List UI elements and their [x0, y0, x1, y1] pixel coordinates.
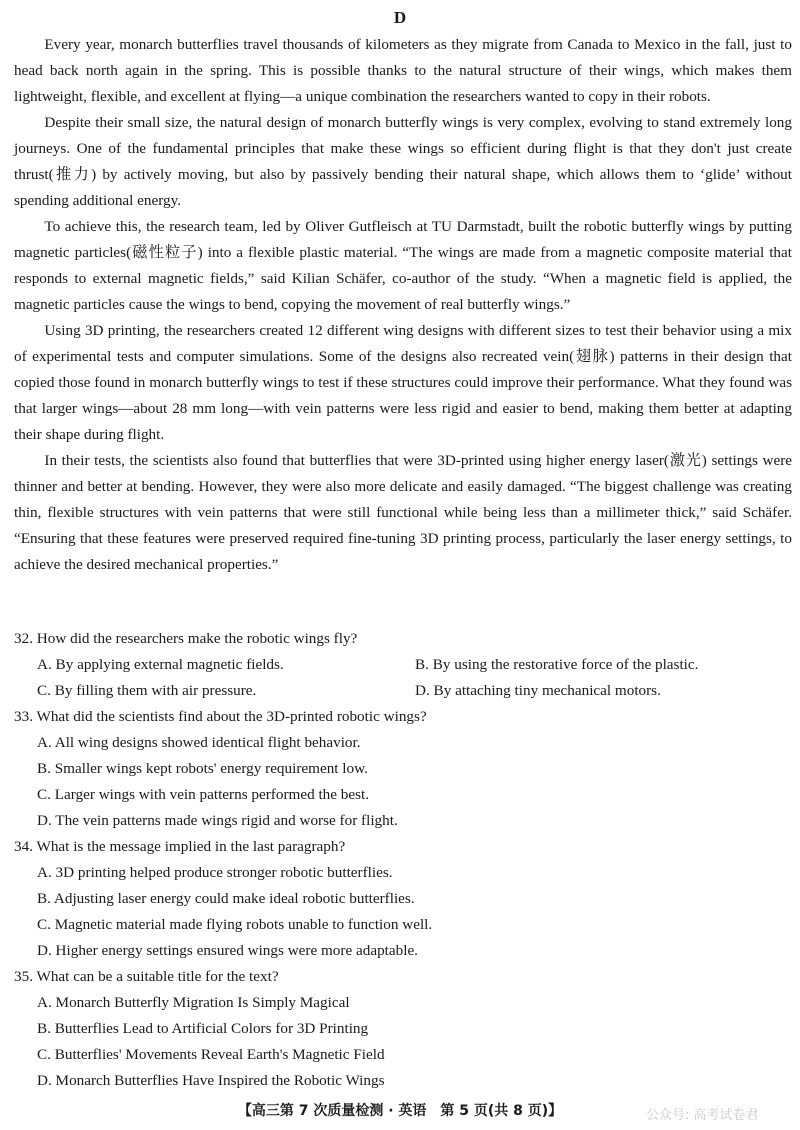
- option-d[interactable]: D. By attaching tiny mechanical motors.: [415, 682, 661, 699]
- question-options: [14, 652, 792, 704]
- question-options: [14, 730, 792, 834]
- question-stem: 32. How did the researchers make the robotic wings fly?: [14, 630, 358, 647]
- question-32: [14, 626, 792, 704]
- section-title: D: [393, 8, 407, 27]
- option-b[interactable]: B. Butterflies Lead to Artificial Colors for 3D Printing: [37, 1020, 369, 1037]
- passage-paragraph: Every year, monarch butterflies travel thousands of kilometers as they migrate from Canada to Mexico in the fall, just to head back north again in the spring. This is possible thanks to the natural structure of their wings, which makes them lightweight, flexible, and excellent at flying—a unique combination the researchers wanted to copy in their robots.: [14, 36, 792, 105]
- passage-paragraph: Despite their small size, the natural design of monarch butterfly wings is very complex, evolving to stand extremely long journeys. One of the fundamental principles that make these wings so efficient during flight is that they don't just create thrust(推力) by actively moving, but also by passively bending their natural shape, which allows them to ‘glide’ without spending additional energy.: [14, 114, 792, 209]
- passage-paragraph: In their tests, the scientists also found that butterflies that were 3D-printed using higher energy laser(激光) settings were thinner and better at bending. However, they were also more delicate and easily damaged. “The biggest challenge was creating thin, flexible structures with vein patterns that were still functional while being less than a millimeter thick,” said Schäfer. “Ensuring that these features were preserved required fine-tuning 3D printing process, particularly the laser energy settings, to achieve the desired mechanical properties.”: [14, 452, 792, 573]
- option-c[interactable]: C. Magnetic material made flying robots unable to function well.: [37, 916, 433, 933]
- option-a[interactable]: A. 3D printing helped produce stronger robotic butterflies.: [37, 864, 393, 881]
- passage-paragraph: To achieve this, the research team, led by Oliver Gutfleisch at TU Darmstadt, built the robotic butterfly wings by putting magnetic particles(磁性粒子) into a flexible plastic material. “The wings are made from a magnetic composite material that responds to external magnetic fields,” said Kilian Schäfer, co-author of the study. “When a magnetic field is applied, the magnetic particles cause the wings to bend, copying the movement of real butterfly wings.”: [14, 218, 792, 313]
- page-footer: 【高三第 7 次质量检测 · 英语 第 5 页(共 8 页)】: [237, 1103, 563, 1119]
- question-33: [14, 704, 792, 834]
- question-options: [14, 990, 792, 1094]
- question-stem: 33. What did the scientists find about the 3D-printed robotic wings?: [14, 708, 427, 725]
- option-b[interactable]: B. Adjusting laser energy could make ideal robotic butterflies.: [37, 890, 415, 907]
- option-d[interactable]: D. Monarch Butterflies Have Inspired the Robotic Wings: [37, 1072, 385, 1089]
- option-b[interactable]: B. Smaller wings kept robots' energy requirement low.: [37, 760, 368, 777]
- reading-passage: [14, 32, 792, 578]
- option-a[interactable]: A. By applying external magnetic fields.: [37, 656, 284, 673]
- option-a[interactable]: A. Monarch Butterfly Migration Is Simply Magical: [37, 994, 350, 1011]
- question-stem: 34. What is the message implied in the last paragraph?: [14, 838, 346, 855]
- option-d[interactable]: D. Higher energy settings ensured wings were more adaptable.: [37, 942, 418, 959]
- option-b[interactable]: B. By using the restorative force of the plastic.: [415, 656, 699, 673]
- option-c[interactable]: C. Butterflies' Movements Reveal Earth's Magnetic Field: [37, 1046, 385, 1063]
- option-a[interactable]: A. All wing designs showed identical flight behavior.: [37, 734, 361, 751]
- passage-paragraph: Using 3D printing, the researchers created 12 different wing designs with different sizes to test their behavior using a mix of experimental tests and computer simulations. Some of the designs also recreated vein(翅脉) patterns in their design that copied those found in monarch butterfly wings to test if these structures could improve their performance. What they found was that larger wings—about 28 mm long—with vein patterns were less rigid and easier to bend, making them better at adapting their shape during flight.: [14, 322, 792, 443]
- option-d[interactable]: D. The vein patterns made wings rigid and worse for flight.: [37, 812, 398, 829]
- question-options: [14, 860, 792, 964]
- question-35: [14, 964, 792, 1094]
- option-c[interactable]: C. Larger wings with vein patterns performed the best.: [37, 786, 370, 803]
- question-34: [14, 834, 792, 964]
- watermark-text: 公众号: 高考试卷君: [646, 1108, 759, 1123]
- option-c[interactable]: C. By filling them with air pressure.: [37, 682, 257, 699]
- question-stem: 35. What can be a suitable title for the text?: [14, 968, 279, 985]
